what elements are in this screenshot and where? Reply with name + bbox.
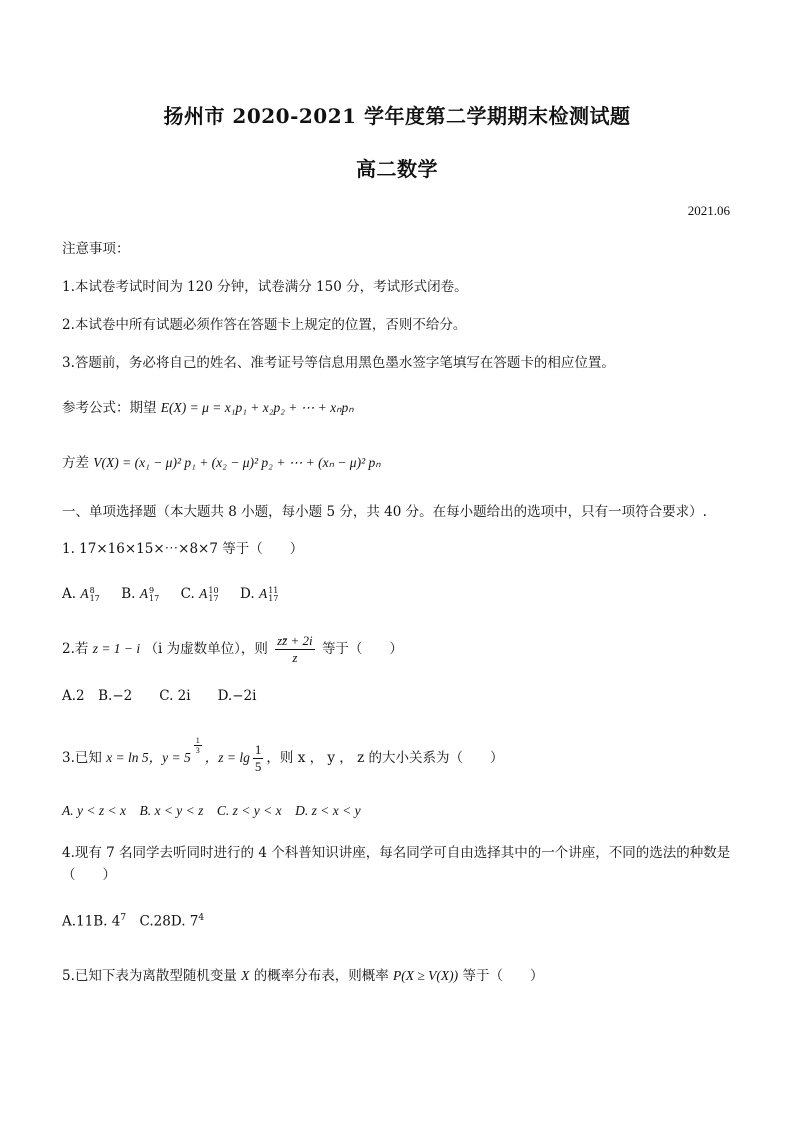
q1-option-c: C. A 10 17 (180, 585, 219, 603)
q5-stem: 5.已知下表为离散型随机变量 X 的概率分布表，则概率 P(X ≥ V(X)) 等于（ ） (62, 968, 544, 984)
q1-option-a: A. A 8 17 (62, 585, 100, 603)
exam-date: 2021.06 (687, 203, 730, 218)
note-item-3: 3.答题前，务必将自己的姓名、准考证号等信息用黑色墨水签字笔填写在答题卡的相应位置。 (62, 355, 615, 371)
q4-stem: 4.现有 7 名同学去听同时进行的 4 个科普知识讲座，每名同学可自由选择其中的一个讲座，不同的选法的种数是（ ） (62, 845, 731, 883)
formula-expectation (62, 400, 354, 416)
q1-option-b: B. A 9 17 (121, 585, 160, 603)
q3-y-exponent: $\frac{1}{3}$ (195, 736, 200, 755)
formula-variance (62, 455, 381, 471)
q4-options: A.11B. $4^7$ C.28D. $7^4$ (62, 913, 205, 930)
q1-stem: 1. 17×16×15×⋯×8×7 等于（ ） (62, 541, 304, 557)
section1-heading: 一、单项选择题（本大题共 8 小题，每小题 5 分，共 40 分。在每小题给出的选项中，只有一项符合要求）. (62, 504, 707, 520)
q2-options: A.2 B.−2 C. 2i D.−2i (62, 688, 257, 704)
variance-expr: V(X) = (x₁ − μ)² p₁ + (x₂ − μ)² p₂ + ⋯ + (xₙ − μ)² pₙ (93, 455, 381, 470)
q1-options (62, 586, 278, 603)
q3-z-fraction: $\frac{1}{5}$ (254, 742, 262, 774)
expectation-expr: E(X) = μ = x₁p₁ + x₂p₂ + ⋯ + xₙpₙ (160, 400, 354, 415)
exam-title: 扬州市 2020-2021 学年度第二学期期末检测试题 (163, 104, 631, 128)
expectation-label: 参考公式：期望 (62, 400, 157, 416)
note-item-1: 1.本试卷考试时间为 120 分钟，试卷满分 150 分，考试形式闭卷。 (62, 279, 468, 295)
q3-options: A. y < z < x B. x < y < z C. z < y < x D. z < x < y (62, 803, 361, 818)
q3-stem: 3.已知 x = ln 5，y = 5 $\frac{1}{3}$ ，z = lg $\frac{1}{5}$ ，则 x ， y ， z 的大小关系为（ ） (62, 736, 504, 774)
q1-option-d: D. A 11 17 (240, 585, 279, 603)
note-item-2: 2.本试卷中所有试题必须作答在答题卡上规定的位置，否则不给分。 (62, 317, 467, 333)
notes-heading: 注意事项： (62, 241, 130, 257)
q2-fraction: $\frac{zz̄ + 2i}{z}$ (277, 633, 313, 665)
q2-stem: 2.若 z = 1 − i （i 为虚数单位），则 $\frac{zz̄ + 2i}{z}$ 等于（ ） (62, 633, 403, 665)
exam-subtitle: 高二数学 (356, 157, 438, 181)
variance-label: 方差 (62, 455, 89, 471)
